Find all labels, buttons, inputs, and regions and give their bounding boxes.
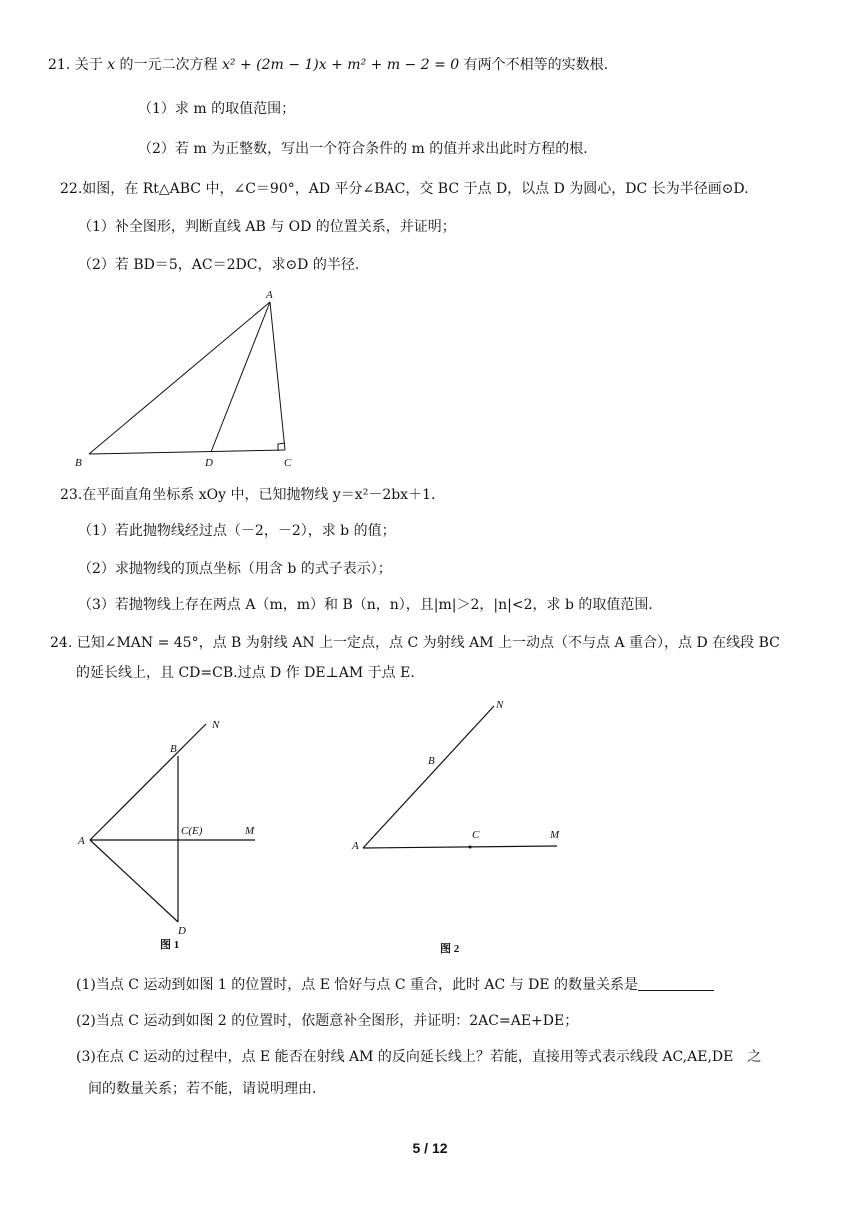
page-number: 5 / 12 (412, 1140, 448, 1156)
q21-stem-b: 的一元二次方程 (115, 57, 222, 73)
ray-an (90, 724, 206, 840)
answer-blank[interactable] (638, 976, 714, 991)
q23-part3: （3）若抛物线上存在两点 A（m，m）和 B（n，n），且|m|＞2，|n|<2，求 b 的取值范围. (78, 597, 653, 613)
q24-part1 (76, 976, 714, 994)
segment-ad (211, 302, 270, 452)
fig1-label-b: B (170, 743, 177, 755)
segment-ad (90, 840, 178, 922)
fig2-label-b: B (428, 755, 435, 767)
fig1-label-a: A (78, 835, 85, 847)
q24-part1-text: (1)当点 C 运动到如图 1 的位置时，点 E 恰好与点 C 重合，此时 AC 与 DE 的数量关系是 (76, 977, 639, 993)
label-d: D (205, 457, 213, 469)
q21-part2: （2）若 m 为正整数，写出一个符合条件的 m 的值并求出此时方程的根. (138, 141, 588, 157)
fig1-label-n: N (212, 719, 220, 731)
q23-part1: （1）若此抛物线经过点（－2，－2），求 b 的值； (78, 523, 396, 539)
fig2-label-c: C (472, 829, 480, 841)
right-angle-mark (278, 443, 285, 451)
fig2-label-m: M (550, 829, 560, 841)
q23-stem: 23.在平面直角坐标系 xOy 中，已知抛物线 y＝x²－2bx＋1. (60, 487, 436, 503)
q21-stem (48, 56, 608, 74)
q24-stem-line2: 的延长线上，且 CD=CB.过点 D 作 DE⊥AM 于点 E. (76, 665, 415, 681)
q22-part2: （2）若 BD＝5，AC＝2DC，求⊙D 的半径. (78, 257, 360, 273)
ray-an-2 (363, 706, 494, 848)
ray-am-2 (363, 846, 557, 848)
fig2-label-a: A (352, 840, 359, 852)
q21-stem-c: 有两个不相等的实数根. (459, 57, 609, 73)
q24-part3-line1: (3)在点 C 运动的过程中，点 E 能否在射线 AM 的反向延长线上？若能，直接用等式表示线段 AC,AE,DE 之 (76, 1049, 762, 1065)
label-c: C (284, 457, 292, 469)
q23-part2: （2）求抛物线的顶点坐标（用含 b 的式子表示）； (78, 561, 392, 577)
label-a: A (266, 289, 273, 301)
fig2-label-n: N (496, 699, 504, 711)
q21-equation: x² + (2m − 1)x + m² + m − 2 = 0 (221, 57, 460, 73)
segment-ac (270, 302, 285, 450)
q21-var-x: x (107, 57, 116, 73)
point-c-dot (469, 846, 472, 849)
q21-part1: （1）求 m 的取值范围； (138, 101, 296, 117)
segment-ab (89, 302, 270, 454)
fig1-label-m: M (245, 825, 255, 837)
q24-part3-line2: 间的数量关系；若不能，请说明理由. (88, 1081, 317, 1097)
q22-stem: 22.如图，在 Rt△ABC 中，∠C＝90°，AD 平分∠BAC，交 BC 于点 D，以点 D 为圆心，DC 长为半径画⊙D. (60, 181, 749, 197)
q22-part1: （1）补全图形，判断直线 AB 与 OD 的位置关系，并证明； (78, 219, 456, 235)
fig1-caption: 图 1 (160, 939, 180, 951)
segment-bc (89, 450, 285, 454)
fig2-caption: 图 2 (440, 943, 460, 955)
q24-part2: (2)当点 C 运动到如图 2 的位置时，依题意补全图形，并证明：2AC=AE+DE； (76, 1013, 579, 1029)
fig1-label-d: D (178, 925, 186, 937)
q21-stem-a: 21. 关于 (48, 57, 108, 73)
q24-stem-line1: 24. 已知∠MAN = 45°，点 B 为射线 AN 上一定点，点 C 为射线 AM 上一动点（不与点 A 重合），点 D 在线段 BC (50, 635, 780, 651)
fig1-label-ce: C(E) (181, 825, 203, 837)
label-b: B (75, 457, 82, 469)
